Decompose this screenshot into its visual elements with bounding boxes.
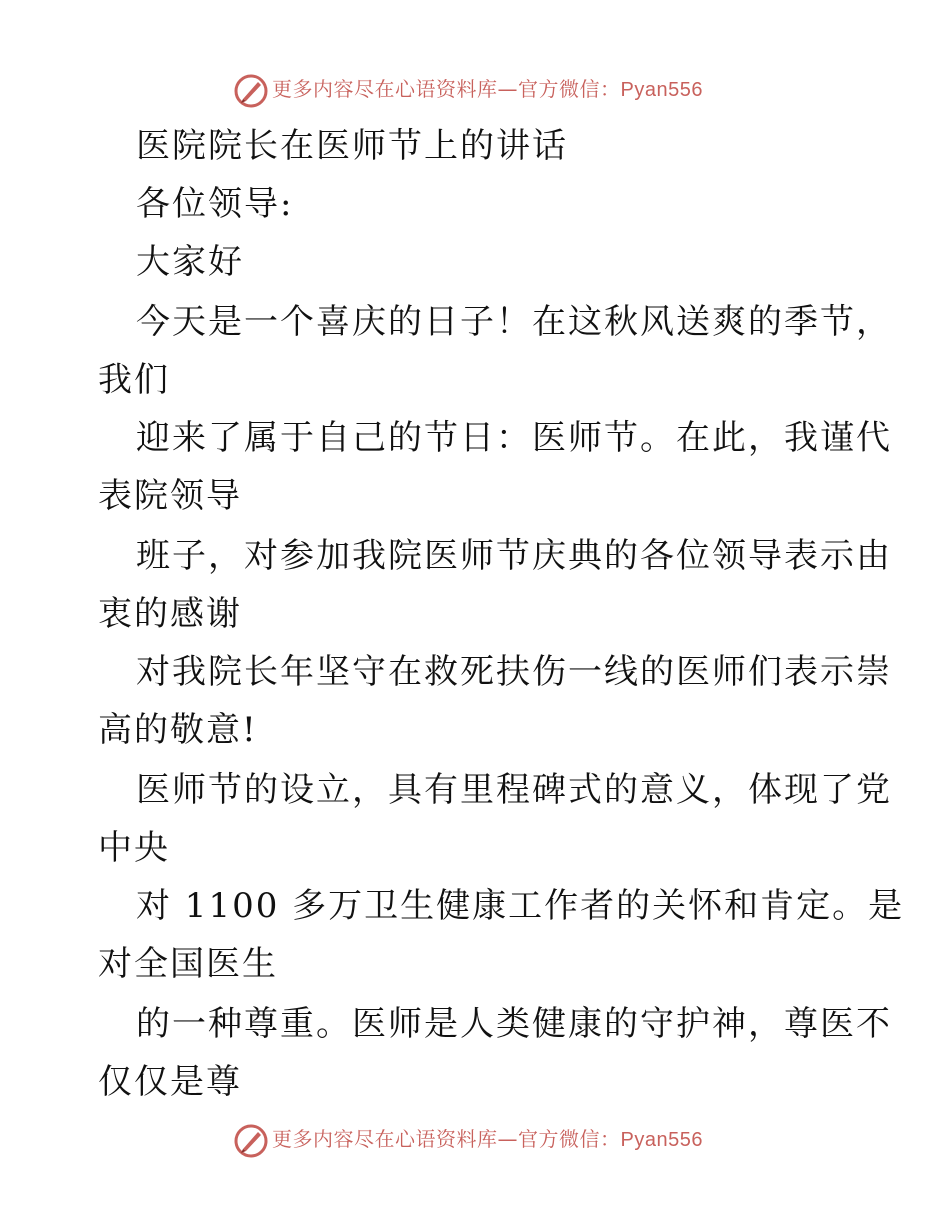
pen-logo-icon (234, 74, 268, 108)
paragraph-line: 表院领导 (98, 476, 242, 516)
salutation: 各位领导: (136, 184, 294, 224)
paragraph-line: 医师节的设立，具有里程碑式的意义，体现了党 (136, 770, 892, 810)
paragraph-line: 对我院长年坚守在救死扶伤一线的医师们表示崇 (136, 652, 892, 692)
document-title: 医院院长在医师节上的讲话 (136, 126, 568, 166)
paragraph-line: 我们 (98, 360, 170, 400)
paragraph-line: 仅仅是尊 (98, 1062, 242, 1102)
paragraph-line: 中央 (98, 828, 170, 868)
banner-text: 更多内容尽在心语资料库—官方微信：Pyan556 (272, 1127, 703, 1151)
paragraph-line: 今天是一个喜庆的日子！在这秋风送爽的季节， (136, 302, 892, 342)
paragraph-line: 衷的感谢 (98, 594, 242, 634)
banner-text: 更多内容尽在心语资料库—官方微信：Pyan556 (272, 77, 703, 101)
header-banner (0, 70, 950, 110)
paragraph-line: 对全国医生 (98, 944, 278, 984)
footer-banner (0, 1120, 950, 1160)
pen-logo-icon (234, 1124, 268, 1158)
paragraph-line: 的一种尊重。医师是人类健康的守护神，尊医不 (136, 1004, 892, 1044)
paragraph-line: 对 1100 多万卫生健康工作者的关怀和肯定。是 (136, 886, 905, 926)
paragraph-line: 高的敬意! (98, 710, 258, 750)
paragraph-line: 迎来了属于自己的节日：医师节。在此，我谨代 (136, 418, 892, 458)
paragraph-line: 班子，对参加我院医师节庆典的各位领导表示由 (136, 536, 892, 576)
greeting: 大家好 (136, 242, 244, 282)
